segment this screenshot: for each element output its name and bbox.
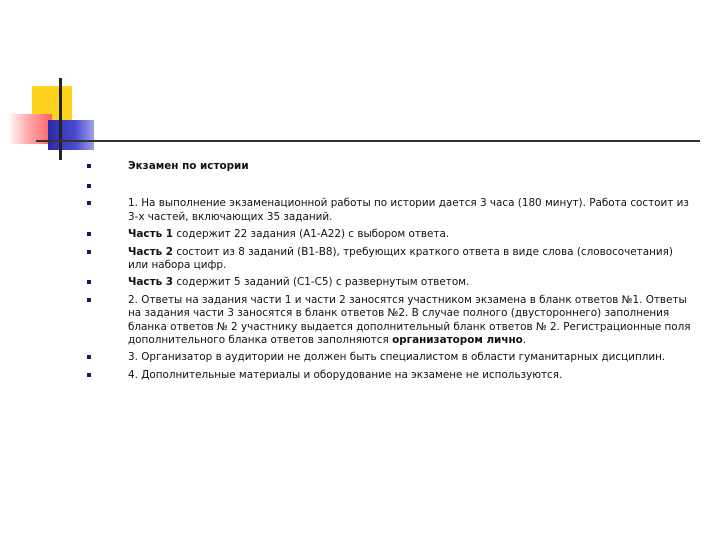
blue-square-decoration (48, 120, 94, 150)
list-item (86, 276, 696, 289)
slide-title: Экзамен по истории (128, 160, 249, 172)
horizontal-rule (36, 140, 700, 142)
square-bullet-icon (87, 164, 91, 168)
square-bullet-icon (87, 373, 91, 377)
square-bullet-icon (87, 250, 91, 254)
item-text: содержит 22 задания (А1-А22) с выбором ответа. (173, 228, 450, 241)
bullet-list (86, 160, 696, 386)
vertical-rule (59, 78, 62, 160)
square-bullet-icon (87, 232, 91, 236)
list-item-title (86, 160, 696, 173)
part-label: Часть 2 (128, 245, 174, 258)
list-item (86, 369, 696, 382)
list-item (86, 228, 696, 241)
item-text: состоит из 8 заданий (В1-В8), требующих краткого ответа в виде слова (словосочетания) или набора цифр. (128, 245, 673, 272)
square-bullet-icon (87, 201, 91, 205)
item-text-end: . (522, 334, 527, 347)
square-bullet-icon (87, 355, 91, 359)
list-item (86, 246, 696, 273)
item-text: 4. Дополнительные материалы и оборудование на экзамене не используются. (128, 368, 563, 381)
item-text: содержит 5 заданий (С1-С5) с развернутым ответом. (173, 276, 470, 289)
item-text: 3. Организатор в аудитории не должен быть специалистом в области гуманитарных дисциплин. (128, 351, 666, 364)
list-item (86, 351, 696, 364)
square-bullet-icon (87, 184, 91, 188)
list-item (86, 197, 696, 224)
part-label: Часть 1 (128, 228, 174, 241)
square-bullet-icon (87, 298, 91, 302)
list-item (86, 294, 696, 348)
square-bullet-icon (87, 280, 91, 284)
part-label: Часть 3 (128, 276, 174, 289)
emphasis-text: организатором лично (392, 334, 523, 347)
item-text: 1. На выполнение экзаменационной работы по истории дается 3 часа (180 минут). Работа состоит из 3-х частей, включающих 35 заданий. (128, 197, 689, 223)
item-text: 2. Ответы на задания части 1 и части 2 заносятся участником экзамена в бланк ответов №1. Ответы на задания части 3 заносятся в бланк ответов №2. В случае полного (двустороннего) заполнения бланка ответов № 2 участнику выдается дополнительный бланк ответов № 2. Регистрационные поля дополнительного бланка ответов заполняются (128, 293, 691, 347)
list-item-empty (86, 180, 696, 194)
